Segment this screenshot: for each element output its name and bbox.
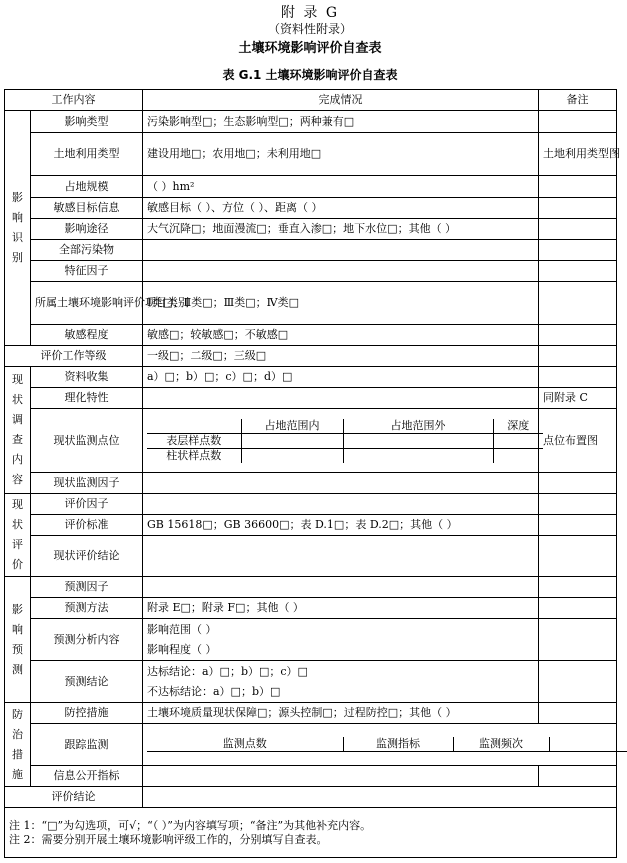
predict-conclusion-remark bbox=[539, 661, 617, 703]
col-header-work: 工作内容 bbox=[5, 90, 143, 111]
land-use-label: 土地利用类型 bbox=[31, 133, 143, 176]
work-grade-label: 评价工作等级 bbox=[5, 346, 143, 367]
appendix-type: （资料性附录） bbox=[267, 22, 352, 36]
monitoring-points-remark: 点位布置图 bbox=[539, 409, 617, 473]
work-grade-value: 一级□；二级□；三级□ bbox=[143, 346, 539, 367]
tracking-monitoring-grid bbox=[143, 724, 617, 766]
column-depth-cell bbox=[493, 448, 543, 463]
impact-path-value: 大气沉降□；地面漫流□；垂直入渗□；地下水位□；其他（ ） bbox=[143, 219, 539, 240]
project-category-remark bbox=[539, 282, 617, 325]
data-collection-value: a）□；b）□；c）□；d）□ bbox=[143, 367, 539, 388]
all-pollutants-value bbox=[143, 240, 539, 261]
impact-path-remark bbox=[539, 219, 617, 240]
tracking-remark-cell bbox=[549, 752, 627, 753]
section-prevention-control: 防 治 措 施 bbox=[5, 703, 31, 787]
impact-path-label: 影响途径 bbox=[31, 219, 143, 240]
predict-method-remark bbox=[539, 598, 617, 619]
sensitive-target-value: 敏感目标（ ）、方位（ ）、距离（ ） bbox=[143, 198, 539, 219]
assess-factor-remark bbox=[539, 494, 617, 515]
project-category-label: 所属土壤环境影响评价项目类别 bbox=[31, 282, 143, 325]
land-scale-remark bbox=[539, 176, 617, 198]
sensitive-target-label: 敏感目标信息 bbox=[31, 198, 143, 219]
notes-cell bbox=[5, 808, 617, 858]
assess-factor-label: 评价因子 bbox=[31, 494, 143, 515]
predict-analysis-remark bbox=[539, 619, 617, 661]
control-measures-label: 防控措施 bbox=[31, 703, 143, 724]
surface-inside-cell bbox=[241, 433, 343, 448]
characteristic-factor-label: 特征因子 bbox=[31, 261, 143, 282]
surface-sample-label: 表层样点数 bbox=[147, 433, 241, 448]
assess-standard-value: GB 15618□；GB 36600□；表 D.1□；表 D.2□；其他（ ） bbox=[143, 515, 539, 536]
section-current-survey: 现 状 调 查 内 容 bbox=[5, 367, 31, 494]
control-measures-value: 土壤环境质量现状保障□；源头控制□；过程防控□；其他（ ） bbox=[143, 703, 539, 724]
data-collection-remark bbox=[539, 367, 617, 388]
tracking-header-frequency: 监测频次 bbox=[453, 737, 549, 752]
self-check-table bbox=[4, 89, 621, 858]
section-impact-prediction: 影 响 预 测 bbox=[5, 577, 31, 703]
assess-conclusion-value bbox=[143, 536, 539, 577]
project-category-value: Ⅰ类□；Ⅱ类□；Ⅲ类□；Ⅳ类□ bbox=[143, 282, 539, 325]
tracking-points-cell bbox=[147, 752, 343, 753]
section-current-assessment: 现 状 评 价 bbox=[5, 494, 31, 577]
surface-outside-cell bbox=[343, 433, 493, 448]
predict-analysis-value bbox=[143, 619, 539, 661]
points-header-depth: 深度 bbox=[493, 419, 543, 434]
section-impact-identification: 影 响 识 别 bbox=[5, 111, 31, 346]
work-grade-remark bbox=[539, 346, 617, 367]
tracking-header-indicators: 监测指标 bbox=[343, 737, 453, 752]
physchem-value bbox=[143, 388, 539, 409]
disclosure-remark bbox=[539, 766, 617, 787]
all-pollutants-remark bbox=[539, 240, 617, 261]
points-header-inside: 占地范围内 bbox=[241, 419, 343, 434]
predict-method-value: 附录 E□；附录 F□；其他（ ） bbox=[143, 598, 539, 619]
land-scale-label: 占地规模 bbox=[31, 176, 143, 198]
note-1: 注 1：“□”为勾选项，可√；“（ ）”为内容填写项；“备注”为其他补充内容。 bbox=[9, 818, 372, 832]
evaluation-conclusion-value bbox=[143, 787, 617, 808]
monitoring-factor-value bbox=[143, 473, 539, 494]
points-header-outside: 占地范围外 bbox=[343, 419, 493, 434]
monitoring-factor-label: 现状监测因子 bbox=[31, 473, 143, 494]
all-pollutants-label: 全部污染物 bbox=[31, 240, 143, 261]
disclosure-value bbox=[143, 766, 539, 787]
table-caption: 表 G.1 土壤环境影响评价自查表 bbox=[222, 68, 398, 82]
appendix-title: 土壤环境影响评价自查表 bbox=[238, 41, 382, 56]
control-measures-remark bbox=[539, 703, 617, 724]
surface-depth-cell bbox=[493, 433, 543, 448]
characteristic-factor-value bbox=[143, 261, 539, 282]
sensitivity-value: 敏感□；较敏感□；不敏感□ bbox=[143, 325, 539, 346]
col-header-remark: 备注 bbox=[539, 90, 617, 111]
appendix-heading: 附 录 G bbox=[280, 5, 340, 21]
column-sample-label: 柱状样点数 bbox=[147, 448, 241, 463]
sensitive-target-remark bbox=[539, 198, 617, 219]
note-2: 注 2：需要分别开展土壤环境影响评级工作的，分别填写自查表。 bbox=[9, 832, 328, 846]
tracking-indicators-cell bbox=[343, 752, 453, 753]
evaluation-conclusion-label: 评价结论 bbox=[5, 787, 143, 808]
predict-analysis-degree: 影响程度（ ） bbox=[147, 642, 217, 656]
tracking-monitoring-label: 跟踪监测 bbox=[31, 724, 143, 766]
physchem-label: 理化特性 bbox=[31, 388, 143, 409]
data-collection-label: 资料收集 bbox=[31, 367, 143, 388]
predict-analysis-label: 预测分析内容 bbox=[31, 619, 143, 661]
assess-conclusion-label: 现状评价结论 bbox=[31, 536, 143, 577]
tracking-header-points: 监测点数 bbox=[147, 737, 343, 752]
predict-conclusion-label: 预测结论 bbox=[31, 661, 143, 703]
disclosure-label: 信息公开指标 bbox=[31, 766, 143, 787]
land-use-remark: 土地利用类型图 bbox=[539, 133, 617, 176]
impact-type-label: 影响类型 bbox=[31, 111, 143, 133]
predict-conclusion-pass: 达标结论：a）□；b）□；c）□ bbox=[147, 664, 308, 678]
column-outside-cell bbox=[343, 448, 493, 463]
assess-standard-label: 评价标准 bbox=[31, 515, 143, 536]
predict-analysis-range: 影响范围（ ） bbox=[147, 622, 217, 636]
predict-conclusion-value bbox=[143, 661, 539, 703]
assess-standard-remark bbox=[539, 515, 617, 536]
land-scale-value: （ ）hm² bbox=[143, 176, 539, 198]
land-use-value: 建设用地□；农用地□；未利用地□ bbox=[143, 133, 539, 176]
tracking-header-remark bbox=[549, 737, 627, 752]
monitoring-points-label: 现状监测点位 bbox=[31, 409, 143, 473]
predict-factor-remark bbox=[539, 577, 617, 598]
predict-factor-label: 预测因子 bbox=[31, 577, 143, 598]
sensitivity-remark bbox=[539, 325, 617, 346]
characteristic-factor-remark bbox=[539, 261, 617, 282]
physchem-remark: 同附录 C bbox=[539, 388, 617, 409]
predict-factor-value bbox=[143, 577, 539, 598]
predict-conclusion-fail: 不达标结论：a）□；b）□ bbox=[147, 684, 281, 698]
col-header-status: 完成情况 bbox=[143, 90, 539, 111]
monitoring-factor-remark bbox=[539, 473, 617, 494]
assess-conclusion-remark bbox=[539, 536, 617, 577]
column-inside-cell bbox=[241, 448, 343, 463]
monitoring-points-grid bbox=[143, 409, 539, 473]
sensitivity-label: 敏感程度 bbox=[31, 325, 143, 346]
assess-factor-value bbox=[143, 494, 539, 515]
tracking-frequency-cell bbox=[453, 752, 549, 753]
predict-method-label: 预测方法 bbox=[31, 598, 143, 619]
impact-type-remark bbox=[539, 111, 617, 133]
impact-type-value: 污染影响型□；生态影响型□；两种兼有□ bbox=[143, 111, 539, 133]
points-corner-cell bbox=[147, 419, 241, 434]
